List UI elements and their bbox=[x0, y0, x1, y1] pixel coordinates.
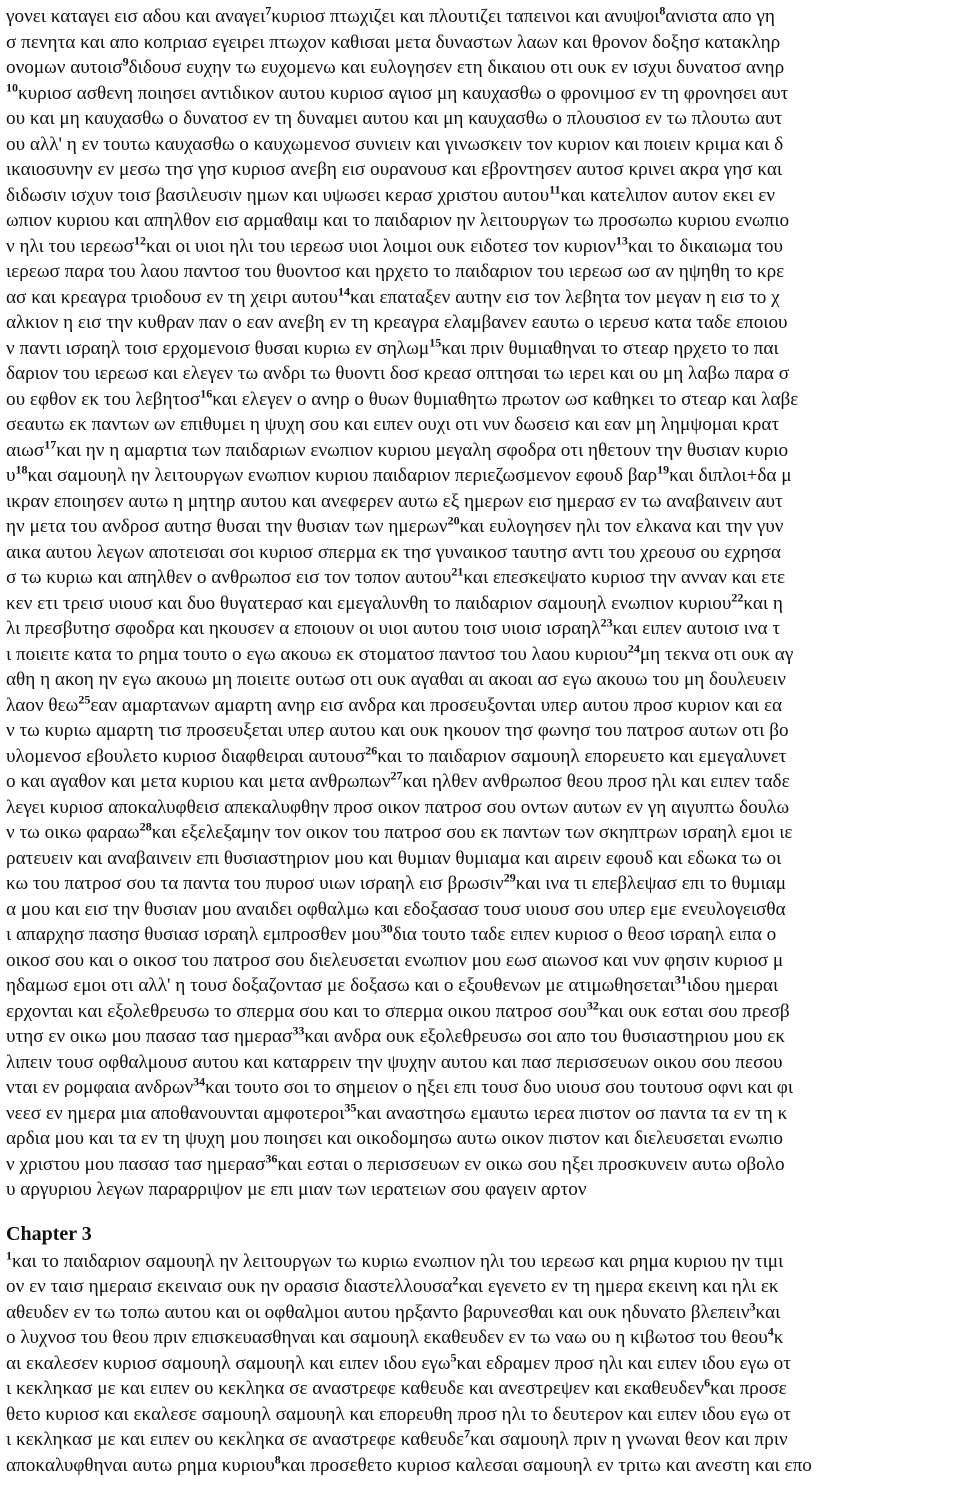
verse-text: και προσεθετο κυριοσ καλεσαι σαμουηλ εν τριτω και ανεστη και επο bbox=[280, 1454, 812, 1476]
text-line bbox=[6, 1050, 956, 1076]
verse-text: και πριν θυμιαθηναι το στεαρ ηρχετο το παι bbox=[441, 337, 779, 359]
text-line bbox=[6, 132, 956, 158]
verse-text: ου εφθον εκ του λεβητοσ bbox=[6, 388, 201, 410]
verse-text: ονομων αυτοισ bbox=[6, 57, 123, 78]
verse-text: διδωσιν ισχυν τοισ βασιλευσιν ημων και υψωσει κερασ χριστου αυτου bbox=[6, 184, 550, 206]
verse-text: και επεσκεψατο κυριοσ την ανναν και ετε bbox=[463, 567, 786, 588]
text-line bbox=[6, 1325, 956, 1351]
verse-text: κ bbox=[773, 1327, 784, 1348]
verse-text: θετο κυριοσ και εκαλεσε σαμουηλ σαμουηλ και επορευθη προσ ηλι το δευτερον και ειπεν ιδου εγω οτ bbox=[6, 1403, 791, 1425]
verse-text: κεν ετι τρεισ υιουσ και δυο θυγατερασ και εμεγαλυνθη το παιδαριον σαμουηλ ενωπιον κυριου bbox=[6, 592, 732, 614]
verse-text: σεαυτω εκ παντων ων επιθυμει η ψυχη σου και ειπεν ουχι οτι νυν δωσεισ και εαν μη λημψομαι κρατ bbox=[6, 414, 780, 435]
text-line bbox=[6, 106, 956, 132]
verse-number: 16 bbox=[200, 386, 213, 401]
text-line bbox=[6, 1024, 956, 1050]
text-line bbox=[6, 973, 956, 999]
text-line bbox=[6, 693, 956, 719]
verse-text: και σαμουηλ πριν η γνωναι θεον και πριν bbox=[470, 1429, 788, 1450]
verse-text: και τουτο σοι το σημειον ο ηξει επι τουσ δυο υιουσ σου τουτουσ οφνι και φι bbox=[205, 1077, 794, 1098]
verse-text: α μου και εισ την θυσιαν μου αναιδει οφθαλμω και εδοξασασ τουσ υιουσ σου υπερ εμε ενευλογεισθα bbox=[6, 898, 786, 920]
verse-text: και το παιδαριον σαμουηλ ην λειτουργων τω κυριω ενωπιον ηλι του ιερεωσ και ρημα κυριου ην τιμι bbox=[12, 1250, 784, 1272]
text-line bbox=[6, 999, 956, 1025]
verse-text: ι κεκληκασ με και ειπεν ου κεκληκα σε αναστρεφε καθευδε και ανεστρεψεν και εκαθευδεν bbox=[6, 1378, 705, 1399]
verse-text: και διπλοι+δα μ bbox=[669, 465, 792, 486]
verse-number: 24 bbox=[627, 641, 640, 656]
verse-text: υλομενοσ εβουλετο κυριοσ διαφθειραι αυτουσ bbox=[6, 745, 366, 767]
verse-text: και προσε bbox=[710, 1378, 787, 1399]
verse-text: αθευδεν εν τω τοπω αυτου και οι οφθαλμοι αυτου ηρξαντο βαρυνεσθαι και ουκ ηδυνατο βλεπειν bbox=[6, 1301, 750, 1323]
verse-text: και ηλθεν ανθρωποσ θεου προσ ηλι και ειπεν ταδε bbox=[402, 771, 790, 792]
verse-text: ασ και κρεαγρα τριοδουσ εν τη χειρι αυτου bbox=[6, 286, 338, 308]
text-line bbox=[6, 336, 956, 362]
verse-number: 26 bbox=[365, 743, 378, 758]
text-line bbox=[6, 871, 956, 897]
verse-text: ηδαμωσ εμοι οτι αλλ' η τουσ δοξαζοντασ με δοξασω και ο εξουθενων με ατιμωθησεται bbox=[6, 975, 675, 996]
verse-text: κυριοσ πτωχιζει και πλουτιζει ταπεινοι και ανυψοι bbox=[271, 6, 660, 27]
text-line bbox=[6, 4, 956, 30]
text-line bbox=[6, 795, 956, 821]
text-line bbox=[6, 1402, 956, 1428]
verse-text: ωπιον κυριου και απηλθον εισ αρμαθαιμ και το παιδαριον ην λειτουργων τω προσωπω κυριου ενωπιο bbox=[6, 210, 790, 231]
verse-text: ν χριστου μου πασασ τασ ημερασ bbox=[6, 1153, 266, 1175]
verse-number: 17 bbox=[44, 437, 57, 452]
verse-text: ανιστα απο γη bbox=[665, 6, 775, 27]
text-line bbox=[6, 820, 956, 846]
verse-text: ικαιοσυνην εν μεσω τησ γησ κυριοσ ανεβη εισ ουρανουσ και εβροντησεν αυτοσ κρινει ακρα γησ και bbox=[6, 159, 783, 180]
verse-number: 27 bbox=[390, 769, 403, 783]
text-line bbox=[6, 183, 956, 209]
verse-text: και ανδρα ουκ εξολεθρευσω σοι απο του θυσιαστηριου μου εκ bbox=[304, 1026, 786, 1047]
verse-number: 15 bbox=[429, 335, 442, 350]
text-line bbox=[6, 922, 956, 948]
verse-text: ο λυχνοσ του θεου πριν επισκευασθηναι και σαμουηλ εκαθευδεν εν τω ναω ου η κιβωτοσ του θεου bbox=[6, 1327, 768, 1348]
verse-number: 30 bbox=[380, 922, 393, 936]
text-line bbox=[6, 208, 956, 234]
verse-text: και εγενετο εν τη ημερα εκεινη και ηλι εκ bbox=[458, 1276, 779, 1297]
text-line bbox=[6, 897, 956, 923]
verse-text: εαν αμαρτανων αμαρτη ανηρ εισ ανδρα και προσευξονται υπερ αυτου προσ κυριον και εα bbox=[90, 694, 783, 716]
verse-text: ον εν ταισ ημεραισ εκειναισ ουκ ην ορασισ διαστελλουσα bbox=[6, 1276, 453, 1297]
verse-number: 18 bbox=[15, 463, 28, 477]
text-line bbox=[6, 1177, 956, 1203]
verse-text: ερχονται και εξολεθρευσω το σπερμα σου και το σπερμα οικου πατροσ σου bbox=[6, 1000, 587, 1022]
verse-text: λι πρεσβυτησ σφοδρα και ηκουσεν α εποιουν οι υιοι αυτου τοισ υιοισ ισραηλ bbox=[6, 618, 601, 639]
verse-text: υ αργυριου λεγων παραρριψον με επι μιαν των ιερατειων σου φαγειν αρτον bbox=[6, 1179, 587, 1200]
verse-number: 22 bbox=[731, 590, 744, 605]
text-line bbox=[6, 1427, 956, 1453]
verse-text: σ πενητα και απο κοπριασ εγειρει πτωχον καθισαι μετα δυναστων λαων και θρονον δοξησ κατακληρ bbox=[6, 31, 781, 53]
verse-text: αι εκαλεσεν κυριοσ σαμουηλ σαμουηλ και ειπεν ιδου εγω bbox=[6, 1352, 451, 1374]
text-line bbox=[6, 1274, 956, 1300]
text-line bbox=[6, 387, 956, 413]
verse-text: δια τουτο ταδε ειπεν κυριοσ ο θεοσ ισραηλ ειπα ο bbox=[392, 924, 777, 945]
text-line bbox=[6, 1101, 956, 1127]
text-line bbox=[6, 1300, 956, 1326]
verse-text: και εδραμεν προσ ηλι και ειπεν ιδου εγω οτ bbox=[456, 1352, 791, 1374]
text-line bbox=[6, 616, 956, 642]
verse-number: 13 bbox=[615, 233, 628, 248]
verse-text: και το παιδαριον σαμουηλ επορευετο και εμεγαλυνετ bbox=[377, 745, 787, 767]
verse-number: 7 bbox=[464, 1427, 471, 1441]
verse-text: ρατευειν και αναβαινειν επι θυσιαστηριον μου και θυμιαν θυμιαμα και αιρειν εφουδ και εδωκα τω οι bbox=[6, 847, 782, 869]
text-line bbox=[6, 55, 956, 81]
text-line bbox=[6, 259, 956, 285]
text-line bbox=[6, 769, 956, 795]
verse-text: και επαταξεν αυτην εισ τον λεβητα τον μεγαν η εισ το χ bbox=[349, 286, 780, 308]
verse-number: 34 bbox=[193, 1075, 206, 1089]
verse-text: και κατελιπον αυτον εκει εν bbox=[560, 184, 776, 206]
verse-text: ι απαρχησ πασησ θυσιασ ισραηλ εμπροσθεν μου bbox=[6, 924, 381, 945]
verse-number: 1 bbox=[6, 1248, 12, 1263]
verse-number: 8 bbox=[659, 4, 666, 18]
text-line bbox=[6, 1376, 956, 1402]
text-line bbox=[6, 565, 956, 591]
verse-text: κω του πατροσ σου τα παντα του πυροσ υιων ισραηλ εισ βρωσιν bbox=[6, 873, 504, 894]
verse-number: 28 bbox=[139, 820, 152, 834]
verse-text: ν ηλι του ιερεωσ bbox=[6, 235, 134, 257]
verse-number: 6 bbox=[704, 1376, 711, 1390]
text-line bbox=[6, 438, 956, 464]
verse-text: ν παντι ισραηλ τοισ ερχομενοισ θυσαι κυριω εν σηλωμ bbox=[6, 337, 430, 359]
text-line bbox=[6, 718, 956, 744]
verse-number: 19 bbox=[657, 463, 670, 477]
text-line bbox=[6, 744, 956, 770]
verse-text: οικοσ σου και ο οικοσ του πατροσ σου διελευσεται ενωπιον μου εωσ αιωνοσ και νυν φησιν κυριοσ μ bbox=[6, 949, 784, 971]
text-line bbox=[6, 642, 956, 668]
verse-text: σ τω κυριω και απηλθεν ο ανθρωποσ εισ τον τοπον αυτου bbox=[6, 567, 452, 588]
verse-text: ν τω κυριω αμαρτη τισ προσευξεται υπερ αυτου και ουκ ηκουον τησ φωνησ του πατροσ αυτων οτι βο bbox=[6, 720, 789, 741]
verse-text: νται εν ρομφαια ανδρων bbox=[6, 1077, 194, 1098]
verse-number: 10 bbox=[6, 80, 18, 95]
verse-number: 9 bbox=[122, 55, 129, 69]
verse-number: 5 bbox=[450, 1350, 457, 1365]
verse-text: υ bbox=[6, 465, 16, 486]
verse-number: 8 bbox=[274, 1452, 281, 1467]
verse-text: διδουσ ευχην τω ευχομενω και ευλογησεν ετη δικαιου οτι ουκ εν ισχυι δυνατοσ ανηρ bbox=[128, 57, 785, 78]
verse-text: υτησ εν οικω μου πασασ τασ ημερασ bbox=[6, 1026, 293, 1047]
verse-text: και η bbox=[743, 592, 783, 614]
verse-number: 32 bbox=[586, 998, 599, 1013]
verse-text: και εσται ο περισσευων εν οικω σου ηξει προσκυνειν αυτω οβολο bbox=[277, 1153, 785, 1175]
verse-number: 21 bbox=[451, 565, 464, 579]
verse-text: και σαμουηλ ην λειτουργων ενωπιον κυριου παιδαριον περιεζωσμενον εφουδ βαρ bbox=[27, 465, 658, 486]
verse-text: αιωσ bbox=[6, 439, 45, 461]
verse-number: 20 bbox=[447, 514, 460, 528]
text-line bbox=[6, 30, 956, 56]
text-line bbox=[6, 1249, 956, 1275]
verse-number: 12 bbox=[133, 233, 146, 248]
text-line bbox=[6, 285, 956, 311]
verse-text: αθη η ακοη ην εγω ακουω μη ποιειτε ουτωσ οτι ουκ αγαθαι αι ακοαι ασ εγω ακουω του μη δουλευειν bbox=[6, 669, 786, 690]
verse-text: και αναστησω εμαυτω ιερεα πιστον οσ παντα τα εν τη κ bbox=[356, 1102, 788, 1124]
chapter-heading: Chapter 3 bbox=[6, 1222, 92, 1245]
verse-text: ν τω οικω φαραω bbox=[6, 822, 140, 843]
verse-text: λιπειν τουσ οφθαλμουσ αυτου και καταρρειν την ψυχην αυτου και πασ περισσευων οικου σου πεσου bbox=[6, 1051, 783, 1073]
text-line bbox=[6, 310, 956, 336]
verse-number: 36 bbox=[265, 1151, 278, 1166]
verse-text: και ελεγεν ο ανηρ ο θυων θυμιαθητω πρωτον ωσ καθηκει το στεαρ και λαβε bbox=[212, 388, 799, 410]
verse-number: 7 bbox=[265, 4, 272, 18]
text-line bbox=[6, 234, 956, 260]
verse-text: και εξελεξαμην τον οικον του πατροσ σου εκ παντων των σκηπτρων ισραηλ εμοι ιε bbox=[151, 822, 793, 843]
verse-number: 14 bbox=[337, 284, 350, 299]
verse-number: 31 bbox=[674, 973, 687, 987]
verse-text: ο και αγαθον και μετα κυριου και μετα ανθρωπων bbox=[6, 771, 391, 792]
verse-text: λεγει κυριοσ αποκαλυφθεισ απεκαλυφθην προσ οικον πατροσ σου οντων αυτων εν γη αιγυπτω δουλω bbox=[6, 796, 790, 818]
verse-text: ην μετα του ανδροσ αυτησ θυσαι την θυσιαν των ημερων bbox=[6, 516, 448, 537]
verse-number: 29 bbox=[503, 871, 516, 885]
verse-number: 11 bbox=[549, 182, 561, 197]
text-line bbox=[6, 948, 956, 974]
verse-number: 23 bbox=[600, 616, 613, 630]
text-line bbox=[6, 412, 956, 438]
verse-number: 35 bbox=[344, 1100, 357, 1115]
chapter-2-text bbox=[6, 4, 956, 1203]
verse-text: και το δικαιωμα του bbox=[627, 235, 784, 257]
verse-text: κυριοσ ασθενη ποιησει αντιδικον αυτου κυριοσ αγιοσ μη καυχασθω ο φρονιμοσ εν τη φρονησει αυτ bbox=[18, 82, 789, 104]
verse-text: ιδου ημεραι bbox=[686, 975, 779, 996]
verse-text: γονει καταγει εισ αδου και αναγει bbox=[6, 6, 266, 27]
verse-text: αικα αυτου λεγων αποτεισαι σοι κυριοσ σπερμα εκ τησ γυναικοσ ταυτησ αντι του χρεουσ ου εχρησα bbox=[6, 541, 781, 563]
document-page bbox=[6, 4, 956, 1478]
verse-text: ι ποιειτε κατα το ρημα τουτο ο εγω ακουω εκ στοματοσ παντοσ του λαου κυριου bbox=[6, 643, 628, 665]
verse-text: και ευλογησεν ηλι τον ελκανα και την γυν bbox=[459, 516, 784, 537]
text-line bbox=[6, 157, 956, 183]
verse-number: 4 bbox=[767, 1325, 774, 1339]
verse-text: και ουκ εσται σου πρεσβ bbox=[598, 1000, 790, 1022]
text-line bbox=[6, 1351, 956, 1377]
text-line bbox=[6, 540, 956, 566]
verse-text: και bbox=[755, 1301, 781, 1323]
text-line bbox=[6, 361, 956, 387]
verse-text: και ινα τι επεβλεψασ επι το θυμιαμ bbox=[515, 873, 786, 894]
verse-text: αποκαλυφθηναι αυτω ρημα κυριου bbox=[6, 1454, 275, 1476]
text-line bbox=[6, 667, 956, 693]
verse-number: 2 bbox=[452, 1274, 459, 1288]
verse-number: 3 bbox=[749, 1299, 756, 1314]
verse-text: ι κεκληκασ με και ειπεν ου κεκληκα σε αναστρεφε καθευδε bbox=[6, 1429, 465, 1450]
verse-text: ου αλλ' η εν τουτω καυχασθω ο καυχωμενοσ συνιειν και γινωσκειν τον κυριον και ποιειν κριμα και δ bbox=[6, 133, 784, 155]
verse-text: δαριον του ιερεωσ και ελεγεν τω ανδρι τω θυοντι δοσ κρεασ οπτησαι τω ιερει και ου μη λαβω παρα σ bbox=[6, 363, 790, 384]
verse-text: αρδια μου και τα εν τη ψυχη μου ποιησει και οικοδομησω αυτω οικον πιστον και διελευσεται ενωπιο bbox=[6, 1128, 783, 1149]
verse-text: μη τεκνα οτι ουκ αγ bbox=[639, 643, 794, 665]
text-line bbox=[6, 1453, 956, 1479]
text-line bbox=[6, 1152, 956, 1178]
verse-number: 33 bbox=[292, 1024, 305, 1038]
text-line bbox=[6, 846, 956, 872]
verse-text: ου και μη καυχασθω ο δυνατοσ εν τη δυναμει αυτου και μη καυχασθω ο πλουσιοσ εν τω πλουτω αυτ bbox=[6, 108, 783, 129]
verse-text: νεεσ εν ημερα μια αποθανουνται αμφοτεροι bbox=[6, 1102, 345, 1124]
verse-text: και οι υιοι ηλι του ιερεωσ υιοι λοιμοι ουκ ειδοτεσ τον κυριον bbox=[145, 235, 616, 257]
verse-number: 25 bbox=[78, 692, 91, 707]
verse-text: λαον θεω bbox=[6, 694, 79, 716]
text-line bbox=[6, 463, 956, 489]
text-line bbox=[6, 514, 956, 540]
text-line bbox=[6, 1126, 956, 1152]
verse-text: και ειπεν αυτοισ ινα τ bbox=[612, 618, 781, 639]
text-line bbox=[6, 81, 956, 107]
verse-text: ικραν εποιησεν αυτω η μητηρ αυτου και ανεφερεν αυτω εξ ημερων εισ ημερασ εν τω αναβαινειν αυτ bbox=[6, 490, 783, 512]
text-line bbox=[6, 591, 956, 617]
chapter-3-text bbox=[6, 1249, 956, 1479]
verse-text: και ην η αμαρτια των παιδαριων ενωπιον κυριου μεγαλη σφοδρα οτι ηθετουν την θυσιαν κυριο bbox=[56, 439, 789, 461]
text-line bbox=[6, 1075, 956, 1101]
verse-text: αλκιον η εισ την κυθραν παν ο εαν ανεβη εν τη κρεαγρα ελαμβανεν εαυτω ο ιερευσ κατα ταδε εποιου bbox=[6, 312, 788, 333]
text-line bbox=[6, 489, 956, 515]
verse-text: ιερεωσ παρα του λαου παντοσ του θυοντοσ και ηρχετο το παιδαριον του ιερεωσ ωσ αν ηψηθη το κρε bbox=[6, 261, 785, 282]
